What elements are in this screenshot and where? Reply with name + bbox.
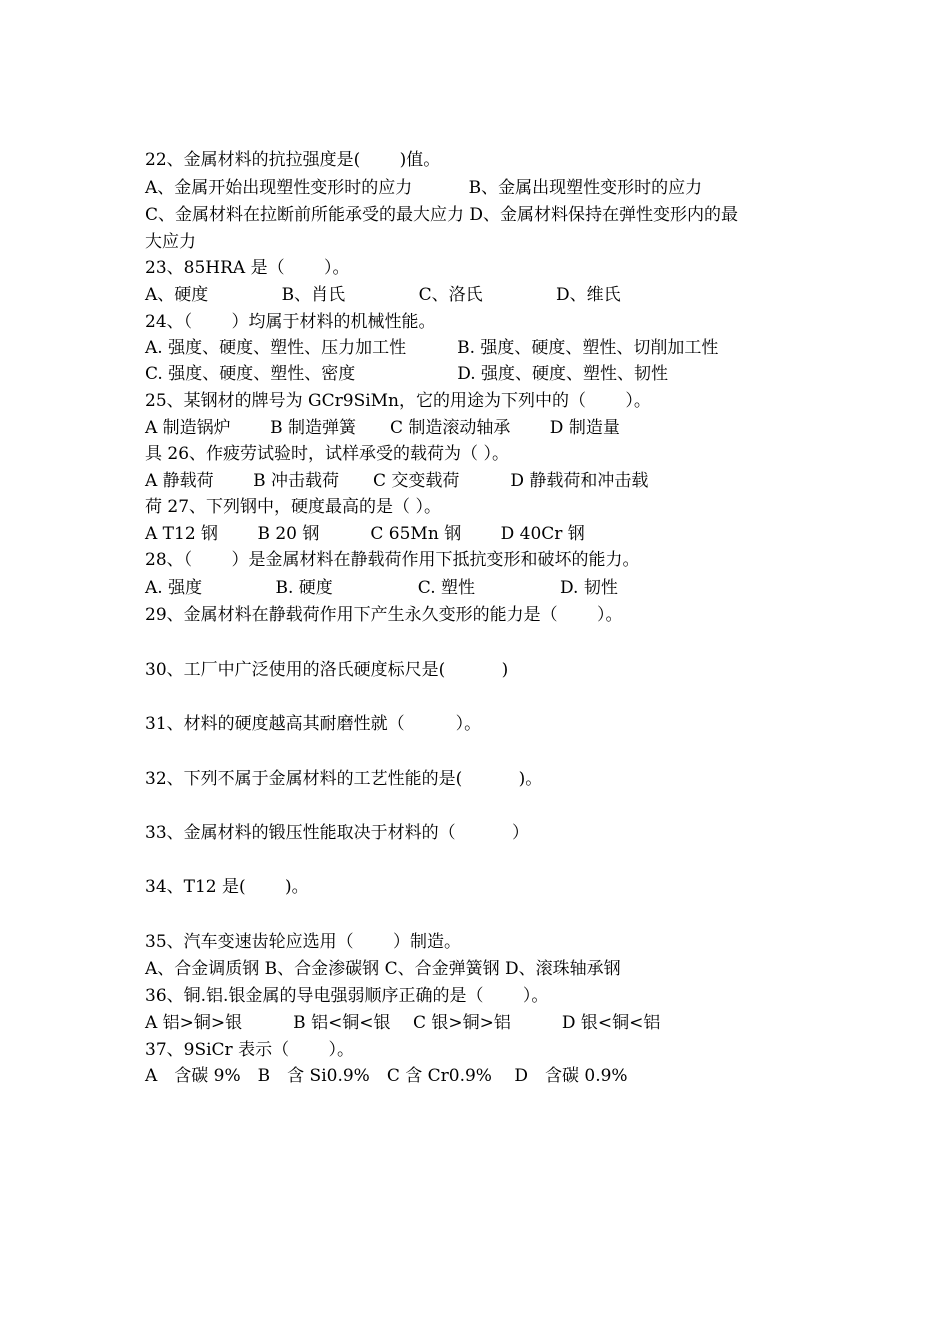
question-24-options-cd: C. 强度、硬度、塑性、密度 D. 强度、硬度、塑性、韧性 xyxy=(145,364,669,384)
question-24-options-ab: A. 强度、硬度、塑性、压力加工性 B. 强度、硬度、塑性、切削加工性 xyxy=(145,338,719,358)
question-26: 具 26、作疲劳试验时，试样承受的载荷为（ ）。 xyxy=(145,444,509,464)
question-28: 28、（ ）是金属材料在静载荷作用下抵抗变形和破坏的能力。 xyxy=(145,550,640,570)
question-29: 29、金属材料在静载荷作用下产生永久变形的能力是（ ）。 xyxy=(145,605,623,625)
question-22-options-cont: 大应力 xyxy=(145,232,196,252)
question-30: 30、工厂中广泛使用的洛氏硬度标尺是( ) xyxy=(145,660,509,680)
question-37-options: A 含碳 9% B 含 Si0.9% C 含 Cr0.9% D 含碳 0.9% xyxy=(145,1066,628,1086)
question-27-options: A T12 钢 B 20 钢 C 65Mn 钢 D 40Cr 钢 xyxy=(145,524,585,544)
question-32: 32、下列不属于金属材料的工艺性能的是( )。 xyxy=(145,769,543,789)
question-22-options-cd: C、金属材料在拉断前所能承受的最大应力 D、金属材料保持在弹性变形内的最 xyxy=(145,205,739,225)
question-27: 荷 27、下列钢中，硬度最高的是（ ）。 xyxy=(145,497,441,517)
question-25: 25、某钢材的牌号为 GCr9SiMn，它的用途为下列中的（ ）。 xyxy=(145,391,651,411)
question-36: 36、铜.铝.银金属的导电强弱顺序正确的是（ ）。 xyxy=(145,986,549,1006)
question-24: 24、（ ）均属于材料的机械性能。 xyxy=(145,312,436,332)
question-35-options: A、合金调质钢 B、合金渗碳钢 C、合金弹簧钢 D、滚珠轴承钢 xyxy=(145,959,621,979)
question-22-options-ab: A、金属开始出现塑性变形时的应力 B、金属出现塑性变形时的应力 xyxy=(145,178,703,198)
question-34: 34、T12 是( )。 xyxy=(145,877,309,897)
question-23: 23、85HRA 是（ ）。 xyxy=(145,258,350,278)
question-25-options: A 制造锅炉 B 制造弹簧 C 制造滚动轴承 D 制造量 xyxy=(145,418,620,438)
question-36-options: A 铝>铜>银 B 铝<铜<银 C 银>铜>铝 D 银<铜<铝 xyxy=(145,1013,661,1033)
question-37: 37、9SiCr 表示（ ）。 xyxy=(145,1040,354,1060)
question-23-options: A、硬度 B、肖氏 C、洛氏 D、维氏 xyxy=(145,285,621,305)
question-35: 35、汽车变速齿轮应选用（ ）制造。 xyxy=(145,932,462,952)
question-22: 22、金属材料的抗拉强度是( )值。 xyxy=(145,150,441,170)
question-31: 31、材料的硬度越高其耐磨性就（ ）。 xyxy=(145,714,482,734)
question-28-options: A. 强度 B. 硬度 C. 塑性 D. 韧性 xyxy=(145,578,618,598)
question-26-options: A 静载荷 B 冲击载荷 C 交变载荷 D 静载荷和冲击载 xyxy=(145,471,649,491)
question-33: 33、金属材料的锻压性能取决于材料的（ ） xyxy=(145,823,530,843)
